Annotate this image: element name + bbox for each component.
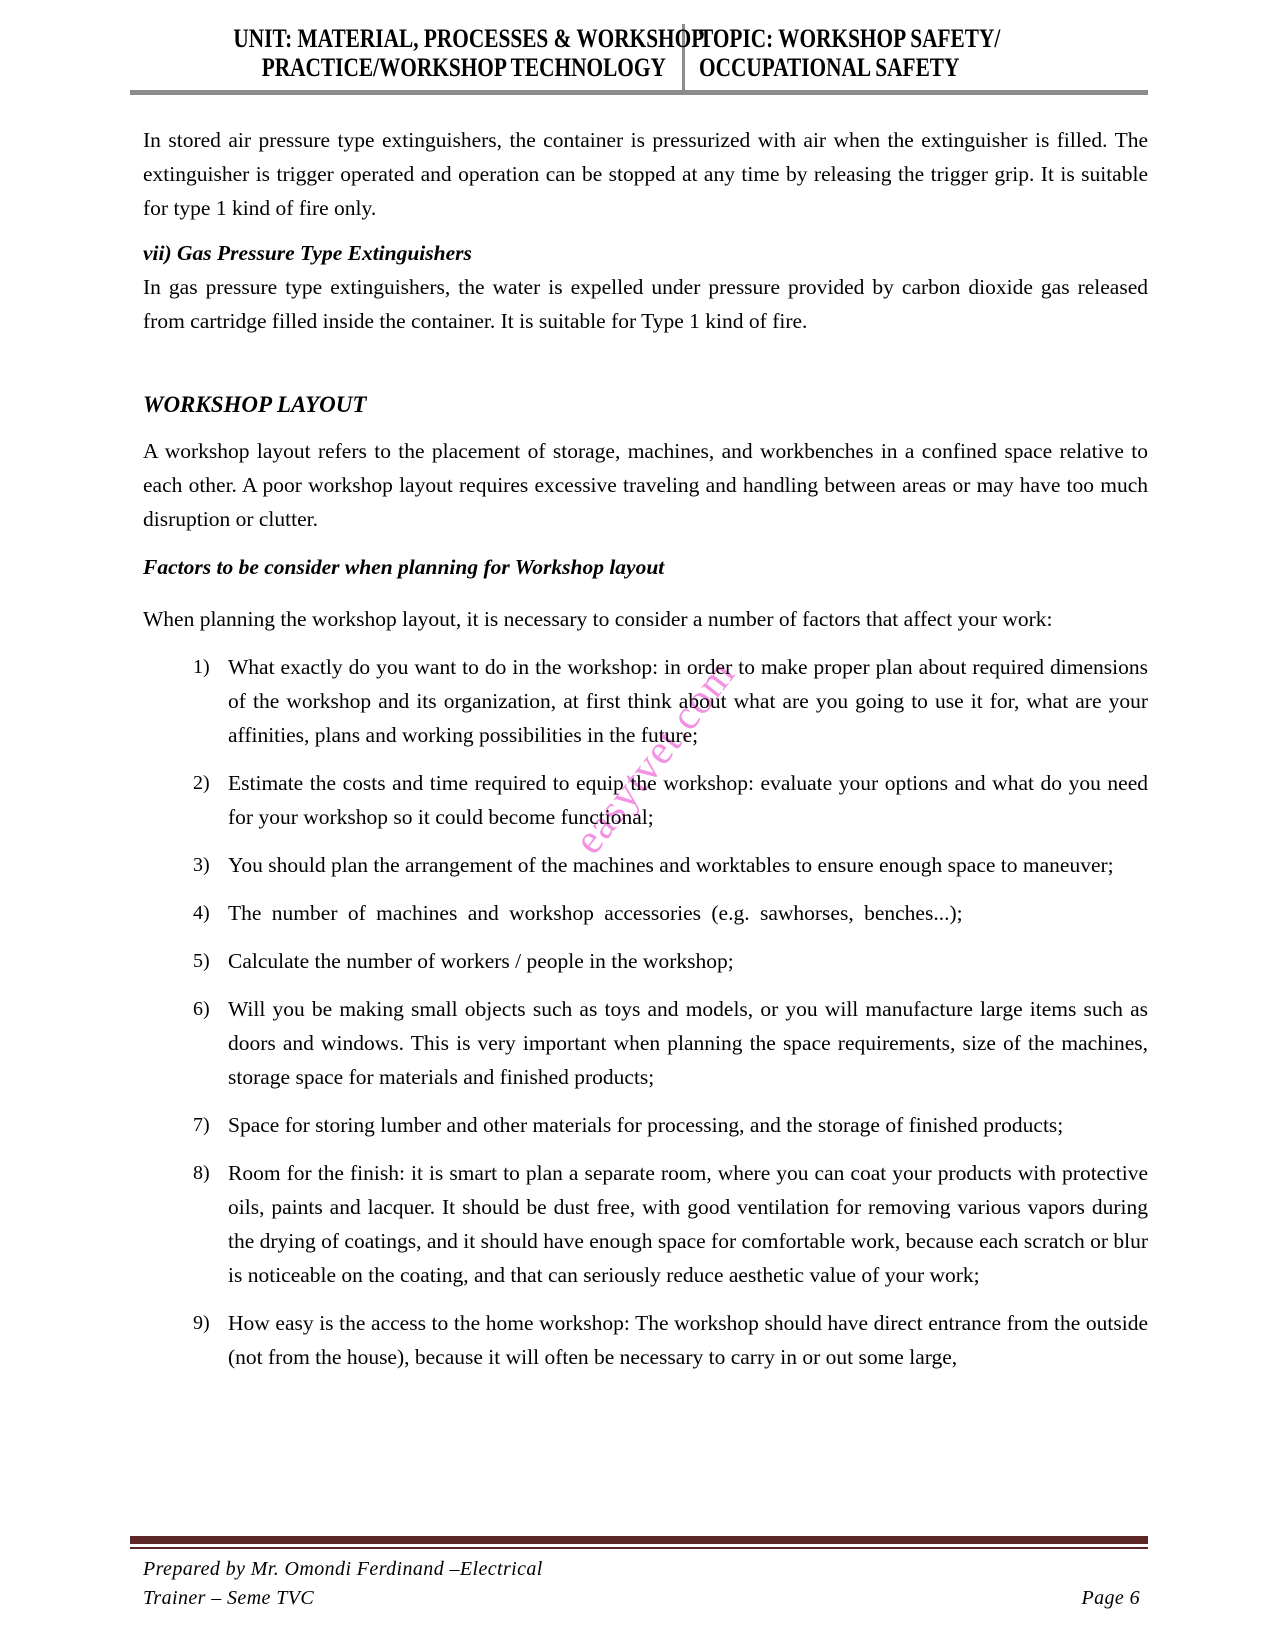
list-item [143, 766, 1148, 834]
header-unit-line1: UNIT: MATERIAL, PROCESSES & WORKSHOP [233, 24, 705, 53]
list-item-number: 3) [193, 854, 210, 876]
list-item-text: What exactly do you want to do in the workshop: in order to make proper plan about required dimensions of the workshop and its organization, at first think about what are you going to use it for, what are your affinities, plans and working possibilities in the future; [228, 655, 1148, 747]
header-unit-cell [130, 24, 705, 90]
list-item-text: How easy is the access to the home workshop: The workshop should have direct entrance from the outside (not from the house), because it will often be necessary to carry in or out some large, [228, 1311, 1148, 1369]
list-item [143, 992, 1148, 1094]
list-item-text: Space for storing lumber and other materials for processing, and the storage of finished products; [228, 1113, 1064, 1137]
footer-rule-thick [130, 1536, 1148, 1544]
list-item-text: Estimate the costs and time required to equip the workshop: evaluate your options and what do you need for your workshop so it could become functional; [228, 771, 1148, 829]
list-item [143, 896, 1148, 930]
list-item [143, 1108, 1148, 1142]
page-number: Page 6 [1081, 1587, 1140, 1609]
page-header [130, 24, 1148, 95]
list-item-number: 5) [193, 950, 210, 972]
list-item [143, 1156, 1148, 1292]
header-unit-line2: PRACTICE/WORKSHOP TECHNOLOGY [261, 53, 666, 82]
list-item [143, 1306, 1148, 1374]
header-topic-line1: TOPIC: WORKSHOP SAFETY/ [699, 24, 1001, 53]
list-item-text: You should plan the arrangement of the machines and worktables to ensure enough space to maneuver; [228, 853, 1114, 877]
heading-factors: Factors to be consider when planning for Workshop layout [143, 555, 665, 579]
page-footer [130, 1536, 1148, 1613]
footer-line2: Trainer – Seme TVC [143, 1587, 315, 1609]
footer-prepared-by [143, 1555, 543, 1613]
heading-gas-pressure-extinguishers: vii) Gas Pressure Type Extinguishers [143, 241, 472, 265]
header-topic-cell [685, 24, 1148, 90]
paragraph-stored-air-extinguishers: In stored air pressure type extinguishers, the container is pressurized with air when the extinguisher is filled. The extinguisher is trigger operated and operation can be stopped at any time by releasing the trigger grip. It is suitable for type 1 kind of fire only. [143, 128, 1148, 220]
footer-line1: Prepared by Mr. Omondi Ferdinand –Electrical [143, 1558, 543, 1580]
watermark-text: easytvet.com [565, 651, 745, 863]
list-item-number: 4) [193, 902, 210, 924]
list-item [143, 848, 1148, 882]
list-item-number: 7) [193, 1114, 210, 1136]
heading-workshop-layout: WORKSHOP LAYOUT [143, 392, 367, 417]
list-item-text: The number of machines and workshop accessories (e.g. sawhorses, benches...); [228, 901, 963, 925]
list-item-number: 8) [193, 1162, 210, 1184]
document-body [0, 115, 1275, 1374]
list-item-text: Will you be making small objects such as toys and models, or you will manufacture large items such as doors and windows. This is very important when planning the space requirements, size of the machines, storage space for materials and finished products; [228, 997, 1148, 1089]
paragraph-factors-intro: When planning the workshop layout, it is necessary to consider a number of factors that affect your work: [143, 607, 1053, 631]
factors-list [143, 650, 1148, 1374]
list-item-number: 1) [193, 656, 210, 678]
header-topic-line2: OCCUPATIONAL SAFETY [699, 53, 960, 82]
header-horizontal-rule [130, 90, 1148, 95]
list-item-text: Room for the finish: it is smart to plan a separate room, where you can coat your products with protective oils, paints and lacquer. It should be dust free, with good ventilation for removing various vapors during the drying of coatings, and it should have enough space for comfortable work, because each scratch or blur is noticeable on the coating, and that can seriously reduce aesthetic value of your work; [228, 1161, 1148, 1287]
list-item [143, 650, 1148, 752]
paragraph-gas-pressure-extinguishers: In gas pressure type extinguishers, the water is expelled under pressure provided by carbon dioxide gas released from cartridge filled inside the container. It is suitable for Type 1 kind of fire. [143, 275, 1148, 333]
list-item-number: 2) [193, 772, 210, 794]
list-item-number: 6) [193, 998, 210, 1020]
list-item [143, 944, 1148, 978]
paragraph-workshop-layout-definition: A workshop layout refers to the placement of storage, machines, and workbenches in a confined space relative to each other. A poor workshop layout requires excessive traveling and handling between areas or may have too much disruption or clutter. [143, 439, 1148, 531]
list-item-text: Calculate the number of workers / people in the workshop; [228, 949, 734, 973]
list-item-number: 9) [193, 1312, 210, 1334]
